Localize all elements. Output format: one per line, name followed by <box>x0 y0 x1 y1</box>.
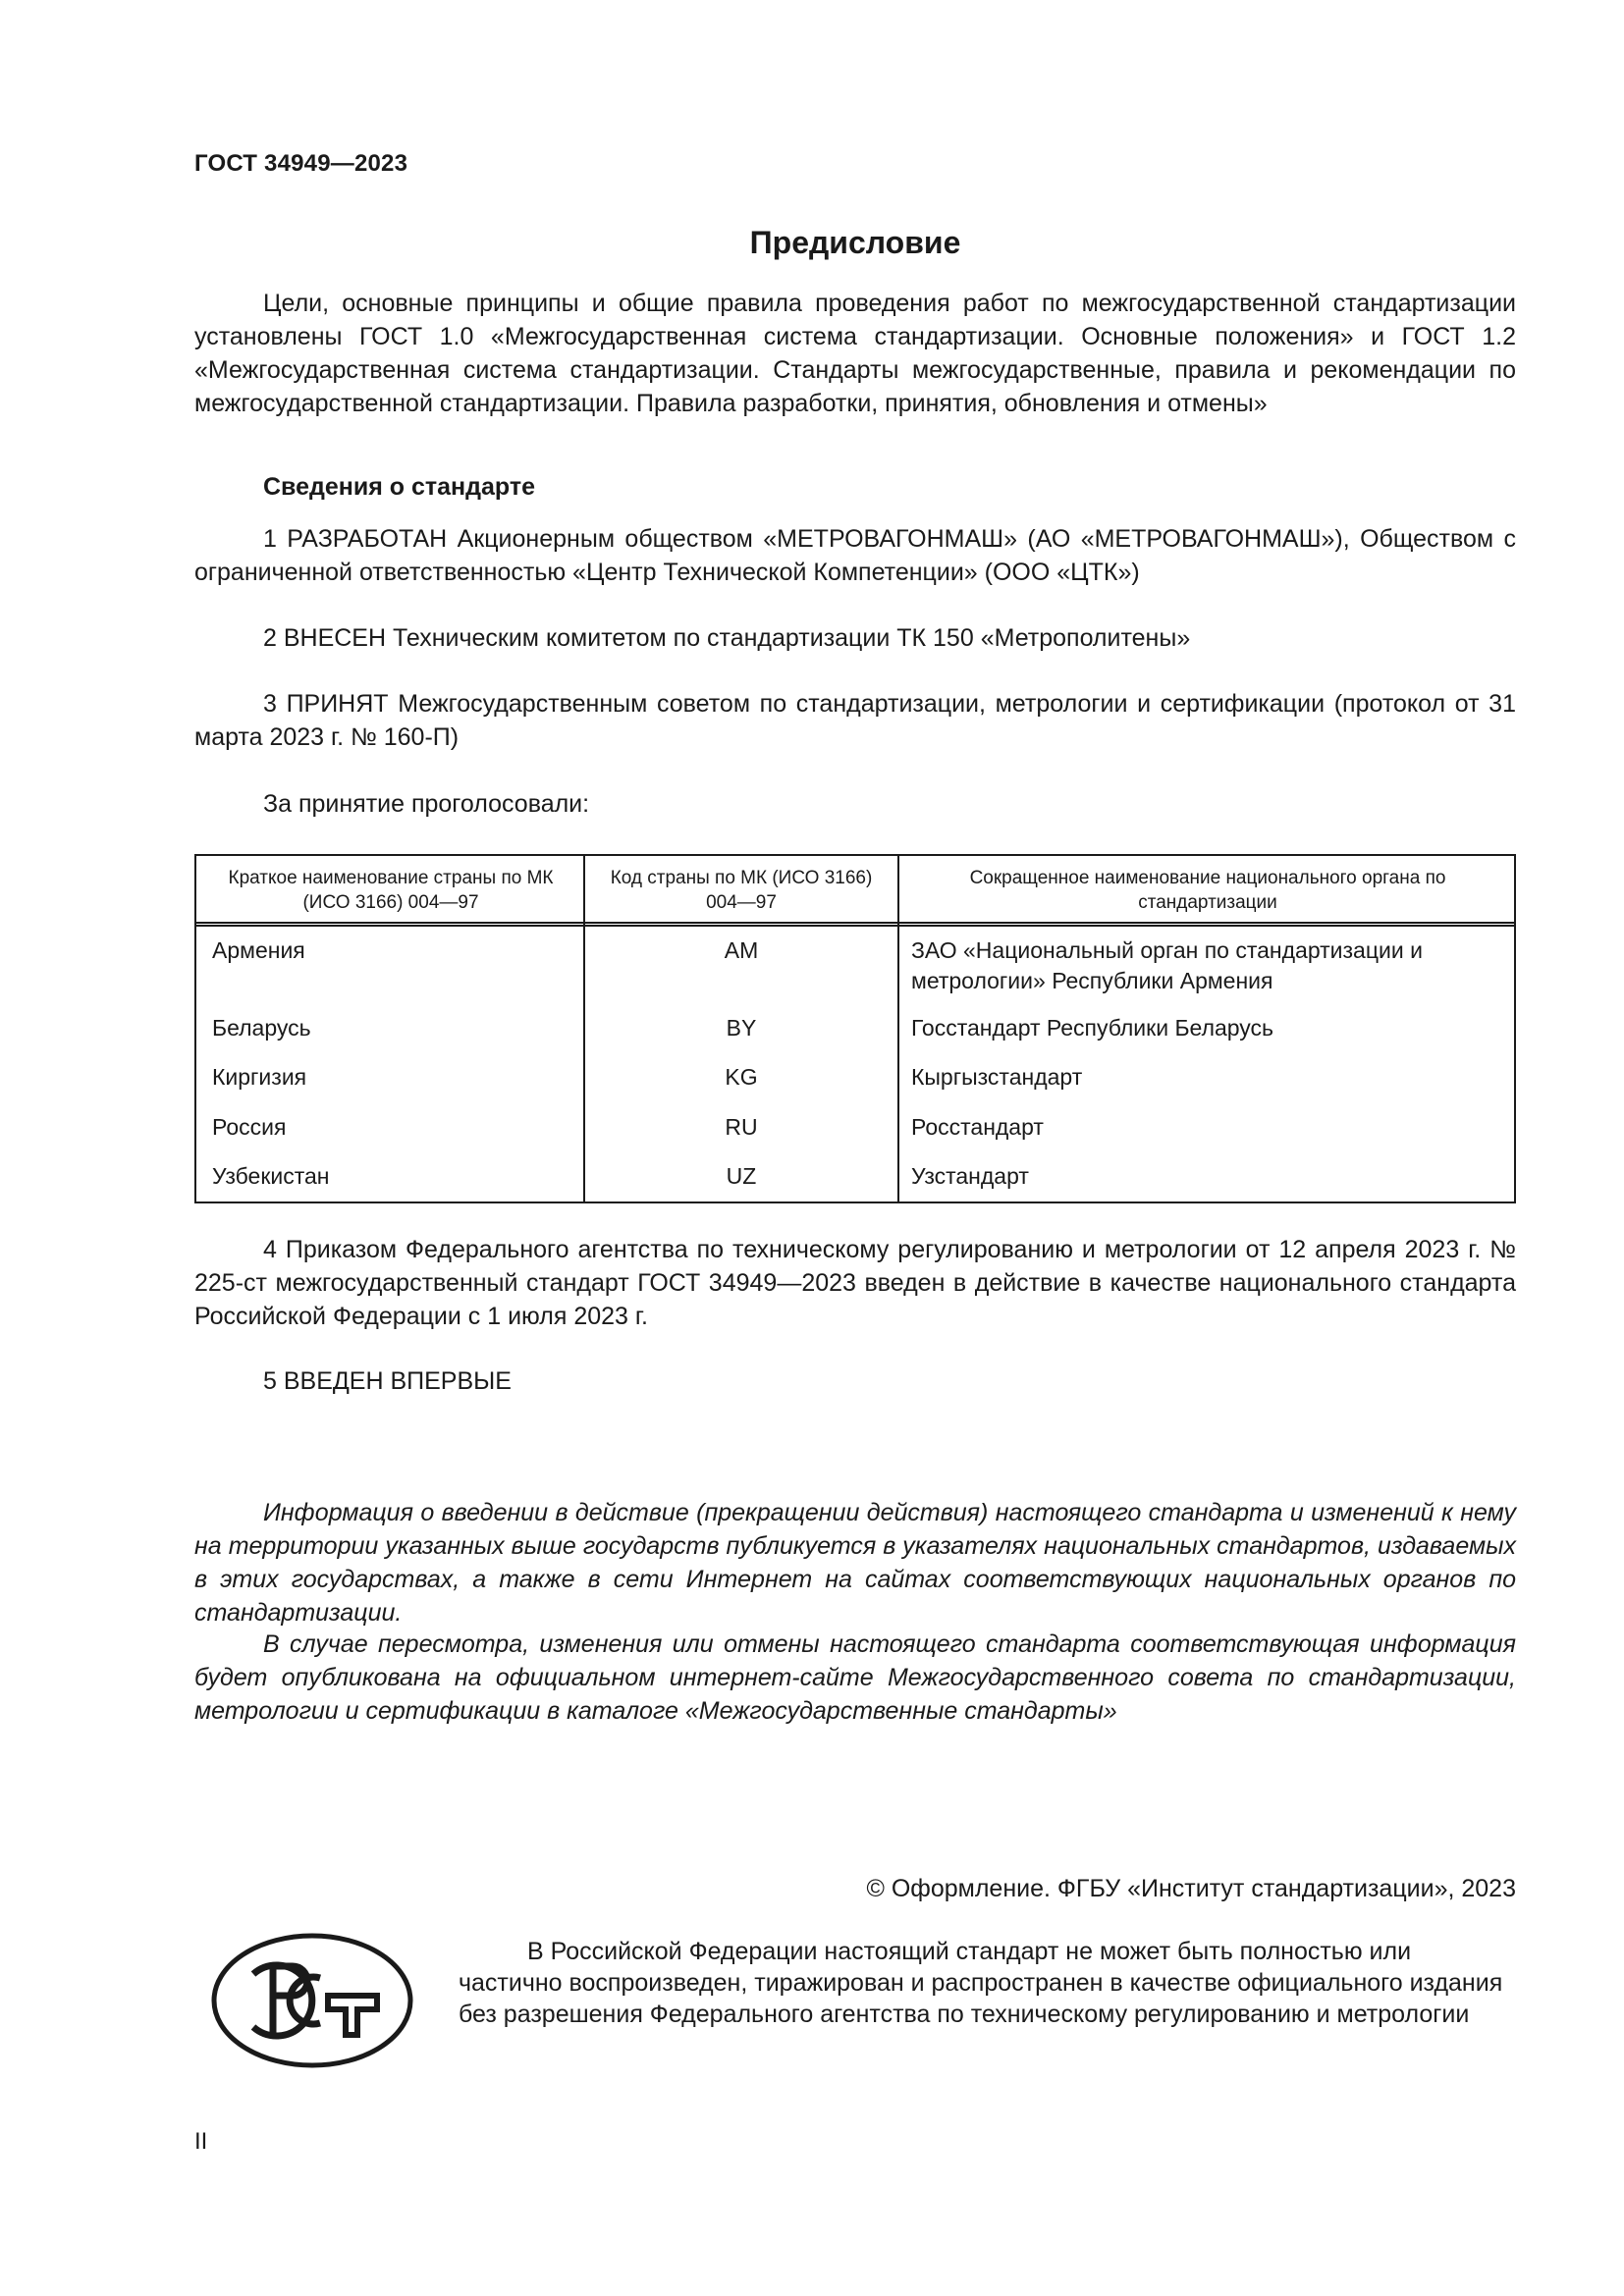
standard-code-header: ГОСТ 34949—2023 <box>194 150 408 177</box>
item-adopted-by: 3 ПРИНЯТ Межгосударственным советом по стандартизации, метрологии и сертификации (протокол от 31 марта 2023 г. № 160-П) <box>194 690 1516 751</box>
table-header-country: Краткое наименование страны по МК (ИСО 3166) 004—97 <box>228 868 554 913</box>
vote-table <box>194 854 1516 1203</box>
rst-certification-mark-icon <box>210 1931 414 2070</box>
table-cell-country: Беларусь <box>212 1015 311 1041</box>
table-cell-body: Госстандарт Республики Беларусь <box>911 1015 1274 1041</box>
table-cell-code: RU <box>725 1114 758 1140</box>
table-cell-body: ЗАО «Национальный орган по стандартизации и метрологии» Республики Армения <box>911 937 1423 993</box>
table-cell-code: AM <box>724 937 759 963</box>
page-title: Предисловие <box>749 225 961 260</box>
item-developed-by: 1 РАЗРАБОТАН Акционерным обществом «МЕТРОВАГОНМАШ» (АО «МЕТРОВАГОНМАШ»), Обществом с ограниченной ответственностью «Центр Технической Компетенции» (ООО «ЦТК») <box>194 525 1516 586</box>
vote-intro: За принятие проголосовали: <box>263 790 590 818</box>
table-cell-country: Россия <box>212 1114 287 1140</box>
table-header-body: Сокращенное наименование национального органа по стандартизации <box>969 868 1446 913</box>
copyright-line: © Оформление. ФГБУ «Институт стандартизации», 2023 <box>866 1875 1516 1902</box>
item-enacted-by: 4 Приказом Федерального агентства по техническому регулированию и метрологии от 12 апреля 2023 г. № 225-ст межгосударственный стандарт ГОСТ 34949—2023 введен в действие в качестве национального стандарта Российской Федерации с 1 июля 2023 г. <box>194 1236 1516 1330</box>
table-cell-code: KG <box>725 1064 758 1090</box>
table-cell-code: BY <box>726 1015 757 1041</box>
table-header-row <box>196 856 1514 927</box>
table-cell-country: Армения <box>212 937 305 963</box>
table-cell-body: Узстандарт <box>911 1163 1029 1189</box>
item-introduced-first: 5 ВВЕДЕН ВПЕРВЫЕ <box>263 1367 512 1395</box>
table-cell-body: Росстандарт <box>911 1114 1044 1140</box>
reprint-note-text: В Российской Федерации настоящий стандарт не может быть полностью или частично воспроизведен, тиражирован и распространен в качестве официального издания без разрешения Федерального агентства по техническому регулированию и метрологии <box>459 1938 1503 2028</box>
table-cell-body: Кыргызстандарт <box>911 1064 1083 1090</box>
intro-paragraph: Цели, основные принципы и общие правила проведения работ по межгосударственной стандартизации установлены ГОСТ 1.0 «Межгосударственная система стандартизации. Основные положения» и ГОСТ 1.2 «Межгосударственная система стандартизации. Стандарты межгосударственные, правила и рекомендации по межгосударственной стандартизации. Правила разработки, принятия, обновления и отмены» <box>194 290 1516 417</box>
reprint-note <box>459 1936 1516 2030</box>
item-submitted-by: 2 ВНЕСЕН Техническим комитетом по стандартизации ТК 150 «Метрополитены» <box>263 624 1191 652</box>
table-cell-country: Киргизия <box>212 1064 307 1090</box>
info-note: Информация о введении в действие (прекращении действия) настоящего стандарта и изменений к нему на территории указанных выше государств публикуется в указателях национальных стандартов, издаваемых в этих государствах, а также в сети Интернет на сайтах соответствующих национальных органов по стандартизации. <box>194 1499 1516 1627</box>
table-cell-country: Узбекистан <box>212 1163 330 1189</box>
section-heading: Сведения о стандарте <box>263 473 536 501</box>
table-header-code: Код страны по МК (ИСО 3166) 004—97 <box>610 868 873 913</box>
page-number: II <box>194 2128 208 2155</box>
table-cell-code: UZ <box>726 1163 757 1189</box>
revision-note: В случае пересмотра, изменения или отмены настоящего стандарта соответствующая информация будет опубликована на официальном интернет-сайте Межгосударственного совета по стандартизации, метрологии и сертификации в каталоге «Межгосударственные стандарты» <box>194 1630 1516 1725</box>
